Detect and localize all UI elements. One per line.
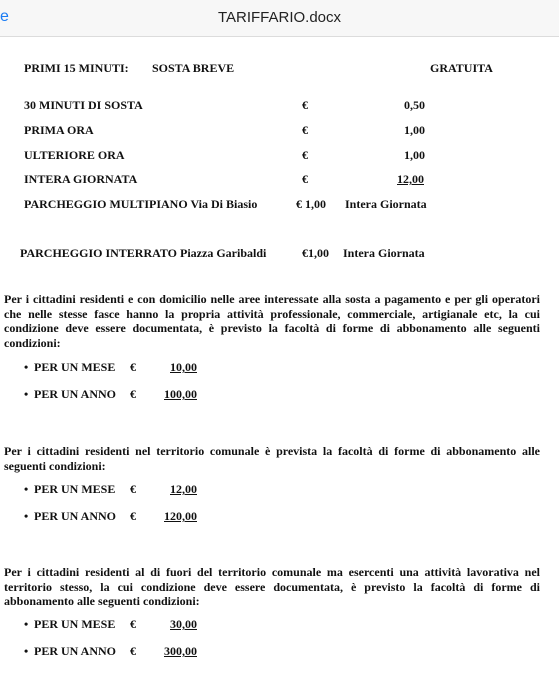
bullet: • <box>24 644 29 658</box>
subscription-currency: € <box>130 509 136 523</box>
rate-value: 12,00 <box>397 172 424 186</box>
subscription-value: 30,00 <box>170 617 197 631</box>
subscription-value: 12,00 <box>170 482 197 496</box>
subscription-value: 120,00 <box>164 509 197 523</box>
rate-currency: € <box>302 148 308 162</box>
free-period-label: PRIMI 15 MINUTI: <box>24 61 129 75</box>
rate-label: INTERA GIORNATA <box>24 172 138 186</box>
subscription-value: 300,00 <box>164 644 197 658</box>
rate-value: 1,00 <box>404 123 425 137</box>
subscription-currency: € <box>130 617 136 631</box>
subscription-value: 10,00 <box>170 360 197 374</box>
subscription-paragraph: Per i cittadini residenti nel territorio comunale è prevista la facoltà di forme di abbonamento alle seguenti condizioni: <box>4 444 540 473</box>
document-title: TARIFFARIO.docx <box>217 9 342 26</box>
bullet: • <box>24 360 29 374</box>
parking-name: PARCHEGGIO MULTIPIANO Via Di Biasio <box>24 197 258 211</box>
subscription-paragraph: Per i cittadini residenti e con domicilio nelle aree interessate alla sosta a pagamento e per gli operatori che nelle stesse fasce hanno la propria attività professionale, commerciale, artigianale etc, la cui condizione deve essere documentata, è previsto la facoltà di forme di abbonamento alle seguenti condizioni: <box>4 292 540 350</box>
short-stay-label: SOSTA BREVE <box>152 61 235 75</box>
rate-label: PRIMA ORA <box>24 123 94 137</box>
rate-currency: € <box>302 98 308 112</box>
bullet: • <box>24 509 29 523</box>
back-button[interactable]: e <box>0 8 9 25</box>
rate-value: 1,00 <box>404 148 425 162</box>
subscription-label: PER UN MESE <box>34 617 116 631</box>
subscription-currency: € <box>130 644 136 658</box>
rate-label: 30 MINUTI DI SOSTA <box>24 98 143 112</box>
parking-name: PARCHEGGIO INTERRATO Piazza Garibaldi <box>20 246 267 260</box>
rate-currency: € <box>302 172 308 186</box>
subscription-value: 100,00 <box>164 387 197 401</box>
parking-price: €1,00 <box>302 246 329 260</box>
rate-value: 0,50 <box>404 98 425 112</box>
bullet: • <box>24 387 29 401</box>
free-label: GRATUITA <box>430 61 493 75</box>
subscription-label: PER UN MESE <box>34 360 116 374</box>
parking-period: Intera Giornata <box>343 246 425 260</box>
subscription-label: PER UN MESE <box>34 482 116 496</box>
subscription-label: PER UN ANNO <box>34 387 117 401</box>
subscription-currency: € <box>130 482 136 496</box>
subscription-label: PER UN ANNO <box>34 644 117 658</box>
rate-label: ULTERIORE ORA <box>24 148 125 162</box>
parking-period: Intera Giornata <box>345 197 427 211</box>
subscription-currency: € <box>130 387 136 401</box>
title-bar <box>0 0 559 37</box>
subscription-label: PER UN ANNO <box>34 509 117 523</box>
bullet: • <box>24 482 29 496</box>
subscription-currency: € <box>130 360 136 374</box>
parking-price: € 1,00 <box>296 197 326 211</box>
subscription-paragraph: Per i cittadini residenti al di fuori del territorio comunale ma esercenti una attività lavorativa nel territorio stesso, la cui condizione deve essere documentata, è previsto la facoltà di forme di abbonamento alle seguenti condizioni: <box>4 565 540 608</box>
bullet: • <box>24 617 29 631</box>
rate-currency: € <box>302 123 308 137</box>
